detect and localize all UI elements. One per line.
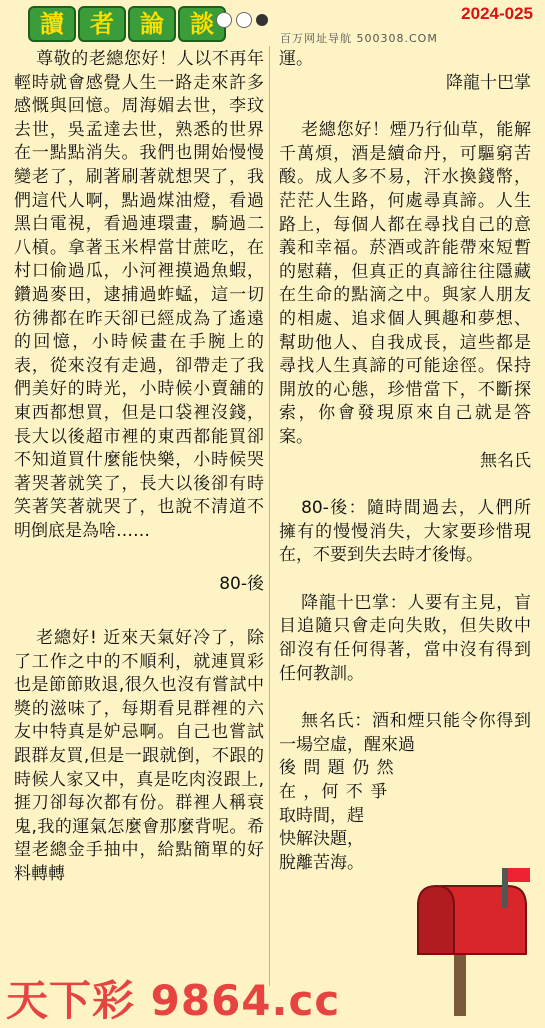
- letter-xianglong: 老總好! 近來天氣好冷了，除了工作之中的不順利，就連買彩也是節節敗退,很久也沒有嘗試中獎的滋味了，每期看見群裡的六友中特真是妒忌啊。自己也嘗試跟群友買,但是一跟就倒，不跟的時候人家又中，真是吃肉沒跟上,捱刀卻每次都有份。群裡人稱衰鬼,我的運氣怎麼會那麼背呢。希望老總金手抽中，給點簡單的好料轉轉: [14, 628, 264, 884]
- reply-anonymous-line: 後 問 題 仍 然: [279, 758, 395, 779]
- circle-icon: [216, 12, 232, 28]
- reply-anonymous: 無名氏：酒和煙只能令你得到一場空虛，醒來過: [279, 711, 531, 755]
- reply-anonymous-line: 脫離苦海。: [279, 852, 364, 873]
- section-title: [28, 6, 226, 38]
- title-char: 談: [178, 6, 226, 42]
- signature-xianglong: 降龍十巴掌: [446, 72, 531, 93]
- mailbox-flag: [508, 868, 530, 882]
- reply-anonymous-line: 快解決題，: [279, 829, 364, 850]
- site-watermark: 百万网址导航 500308.COM: [280, 32, 438, 45]
- issue-number: 2024-025: [461, 4, 533, 23]
- title-char: 者: [78, 6, 126, 42]
- reply-anonymous-line: 在 ，何 不 爭: [279, 782, 389, 803]
- column-divider: [269, 46, 270, 986]
- footer-brand: 天下彩 9864.cc: [6, 976, 341, 1025]
- circle-icon: [236, 12, 252, 28]
- right-column: [279, 48, 531, 875]
- title-char: 讀: [28, 6, 76, 42]
- dot-icon: [256, 14, 268, 26]
- letter-continuation: 運。: [279, 49, 313, 69]
- reply-80s: 80-後：隨時間過去，人們所擁有的慢慢消失，大家要珍惜現在，不要到失去時才後悔。: [279, 498, 531, 566]
- reply-anonymous-line: 取時間，趕: [279, 805, 364, 826]
- reply-xianglong: 降龍十巴掌：人要有主見，盲目追隨只會走向失敗，但失敗中卻沒有任何得著，當中沒有得到任何教訓。: [279, 592, 531, 684]
- mailbox-illustration: [398, 866, 536, 1016]
- title-char: 論: [128, 6, 176, 42]
- letter-anonymous: 老總您好！煙乃行仙草，能解千萬煩，酒是續命丹，可驅窮苦酸。成人多不易，汗水換錢幣，茫茫人生路，何處尋真諦。人生路上，每個人都在尋找自己的意義和幸福。菸酒或許能帶來短暫的慰藉，但真正的真諦往往隱藏在生命的點滴之中。與家人朋友的相處、追求個人興趣和夢想、幫助他人、自我成長，這些都是尋找人生真諦的可能途徑。保持開放的心態，珍惜當下，不斷探索，你會發現原來自己就是答案。: [279, 120, 531, 447]
- mailbox-door: [418, 886, 454, 954]
- header: [0, 0, 545, 44]
- signature-anonymous: 無名氏: [480, 450, 531, 471]
- letter-80s: 尊敬的老總您好！人以不再年輕時就會感覺人生一路走來許多感慨與回憶。周海媚去世，李玟去世，吳孟達去世，熟悉的世界在一點點消失。我們也開始慢慢變老了，刷著刷著就想哭了，我們這代人啊，點過煤油燈，看過黑白電視，看過連環畫，騎過二八槓。拿著玉米桿當甘蔗吃，在村口偷過瓜，小河裡摸過魚蝦，鑽過麥田，逮捕過蚱蜢，這一切彷彿都在昨天卻已經成為了遙遠的回憶，小時候畫在手腕上的表，從來沒有走過，卻帶走了我們美好的時光，小時候小賣舖的東西都想買，但是口袋裡沒錢，長大以後超市裡的東西都能買卻不知道買什麼能快樂，小時候哭著哭著就笑了，長大以後卻有時笑著笑著就哭了，也說不清道不明倒底是為啥……: [14, 49, 264, 541]
- mailbox-flag-pole: [502, 868, 508, 908]
- decorative-dots: [216, 12, 268, 28]
- left-column: [14, 48, 264, 887]
- mailbox-post: [454, 946, 466, 1016]
- signature-80s: 80-後: [219, 574, 264, 595]
